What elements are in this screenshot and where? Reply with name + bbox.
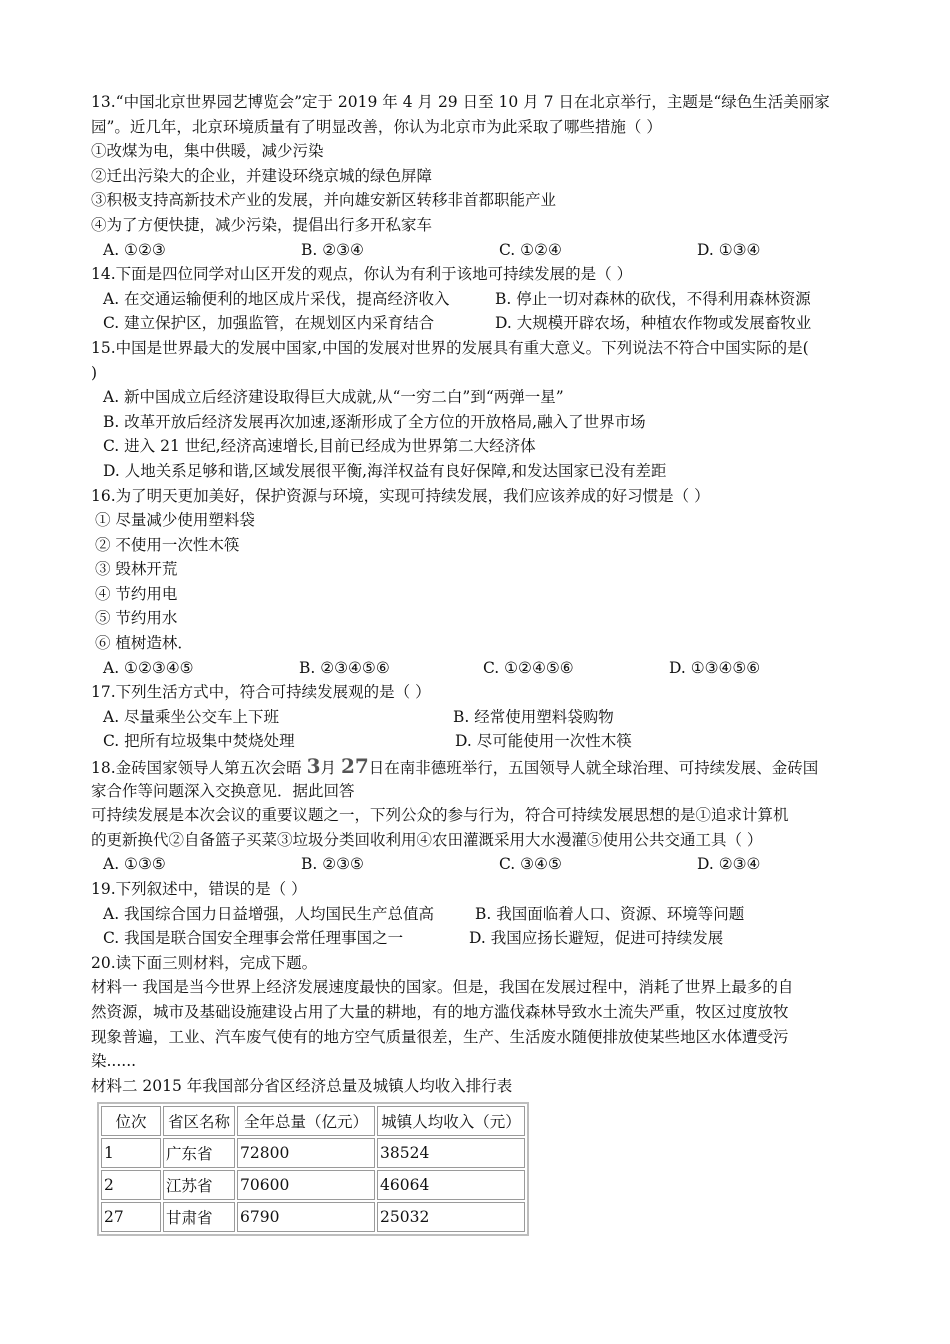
table-row: [101, 1138, 525, 1168]
q18-stem-line4: 的更新换代②自备篮子买菜③垃圾分类回收利用④农田灌溉采用大水漫灌⑤使用公共交通工具（ ）: [91, 830, 763, 849]
q14-option-c: C. 建立保护区，加强监管，在规划区内采育结合: [103, 314, 435, 333]
q16-item-2: ② 不使用一次性木筷: [95, 535, 240, 554]
q16-option-c: C. ①②④⑤⑥: [483, 658, 574, 677]
q13-option-b: B. ②③④: [301, 240, 364, 259]
q18-stem-part-b: 月: [320, 759, 341, 778]
q17-option-a: A. 尽量乘坐公交车上下班: [103, 707, 280, 726]
q18-stem-part-a: 18.金砖国家领导人第五次会晤: [91, 759, 307, 778]
q18-option-d: D. ②③④: [697, 855, 761, 874]
table-cell: 25032: [377, 1202, 525, 1232]
q18-day: 27: [340, 754, 369, 779]
table-cell: 广东省: [163, 1138, 235, 1168]
q16-item-4: ④ 节约用电: [95, 584, 178, 603]
q15-option-c: C. 进入 21 世纪,经济高速增长,目前已经成为世界第二大经济体: [103, 437, 536, 456]
table-header-cell: 全年总量（亿元）: [237, 1106, 375, 1136]
q20-material2-title: 材料二 2015 年我国部分省区经济总量及城镇人均收入排行表: [91, 1076, 513, 1095]
q13-item-3: ③积极支持高新技术产业的发展，并向雄安新区转移非首都职能产业: [91, 191, 557, 210]
q18-option-b: B. ②③⑤: [301, 855, 364, 874]
q16-item-3: ③ 毁林开荒: [95, 560, 178, 579]
q20-material1-line2: 然资源，城市及基础设施建设占用了大量的耕地，有的地方滥伐森林导致水土流失严重，牧区过度放牧: [91, 1002, 789, 1021]
table-cell: 38524: [377, 1138, 525, 1168]
q16-item-6: ⑥ 植树造林．: [95, 634, 193, 653]
q18-option-c: C. ③④⑤: [499, 855, 562, 874]
q17-options-row1: [91, 705, 881, 730]
q17-options-row2: [91, 729, 881, 754]
table-cell: 2: [101, 1170, 161, 1200]
q14-options-row1: [91, 287, 881, 312]
table-cell: 72800: [237, 1138, 375, 1168]
table-cell: 27: [101, 1202, 161, 1232]
q14-option-b: B. 停止一切对森林的砍伐，不得利用森林资源: [495, 289, 811, 308]
q14-option-a: A. 在交通运输便利的地区成片采伐，提高经济收入: [103, 289, 450, 308]
q18-stem-line2: 家合作等问题深入交换意见．据此回答: [91, 781, 355, 800]
q18-options: [91, 852, 881, 877]
table-cell: 江苏省: [163, 1170, 235, 1200]
q13-item-1: ①改煤为电，集中供暖，减少污染: [91, 142, 324, 161]
table-cell: 6790: [237, 1202, 375, 1232]
q19-options-row2: [91, 926, 881, 951]
q18-stem-line3: 可持续发展是本次会议的重要议题之一，下列公众的参与行为，符合可持续发展思想的是①追求计算机: [91, 806, 789, 825]
q17-option-d: D. 尽可能使用一次性木筷: [455, 732, 632, 751]
exam-content: [91, 90, 881, 1236]
q16-option-d: D. ①③④⑤⑥: [669, 658, 761, 677]
q19-options-row1: [91, 902, 881, 927]
q13-option-a: A. ①②③: [103, 240, 166, 259]
q14-option-d: D. 大规模开辟农场，种植农作物或发展畜牧业: [495, 314, 812, 333]
table-header-cell: 位次: [101, 1106, 161, 1136]
q13-option-c: C. ①②④: [499, 240, 562, 259]
q13-stem-line1: 13.“中国北京世界园艺博览会”定于 2019 年 4 月 29 日至 10 月 7 日在北京举行，主题是“绿色生活美丽家: [91, 93, 830, 111]
q17-option-c: C. 把所有垃圾集中焚烧处理: [103, 732, 295, 751]
q19-option-b: B. 我国面临着人口、资源、环境等问题: [475, 904, 745, 923]
q14-stem: 14.下面是四位同学对山区开发的观点，你认为有利于该地可持续发展的是（ ）: [91, 265, 633, 284]
q18-month: 3: [306, 754, 321, 779]
table-row: [101, 1170, 525, 1200]
table-row: [101, 1202, 525, 1232]
q20-material1-line4: 染......: [91, 1052, 137, 1071]
q19-option-d: D. 我国应扬长避短，促进可持续发展: [469, 929, 724, 948]
q18-option-a: A. ①③⑤: [103, 855, 166, 874]
table-cell: 70600: [237, 1170, 375, 1200]
q19-option-a: A. 我国综合国力日益增强，人均国民生产总值高: [103, 904, 435, 923]
q15-option-a: A. 新中国成立后经济建设取得巨大成就,从“一穷二白”到“两弹一星”: [103, 388, 564, 407]
table-cell: 甘肃省: [163, 1202, 235, 1232]
q16-option-b: B. ②③④⑤⑥: [299, 658, 390, 677]
q15-stem-line1: 15.中国是世界最大的发展中国家,中国的发展对世界的发展具有重大意义。下列说法不符合中国实际的是(: [91, 338, 809, 357]
table-header-cell: 省区名称: [163, 1106, 235, 1136]
q18-stem-line1: [91, 754, 881, 779]
q13-item-4: ④为了方便快捷，减少污染，提倡出行多开私家车: [91, 215, 433, 234]
q15-option-d: D. 人地关系足够和谐,区域发展很平衡,海洋权益有良好保障,和发达国家已没有差距: [103, 461, 667, 480]
q17-option-b: B. 经常使用塑料袋购物: [453, 707, 614, 726]
q18-stem-part-c: 日在南非德班举行，五国领导人就全球治理、可持续发展、金砖国: [368, 759, 819, 778]
q16-option-a: A. ①②③④⑤: [103, 658, 194, 677]
table-header-cell: 城镇人均收入（元）: [377, 1106, 525, 1136]
q13-option-d: D. ①③④: [697, 240, 761, 259]
q20-material1-line1: 材料一 我国是当今世界上经济发展速度最快的国家。但是，我国在发展过程中，消耗了世界上最多的自: [91, 978, 794, 997]
q14-options-row2: [91, 311, 881, 336]
q19-stem: 19.下列叙述中，错误的是（ ）: [91, 880, 307, 898]
ranking-table: [97, 1102, 529, 1236]
q13-item-2: ②迁出污染大的企业，并建设环绕京城的绿色屏障: [91, 166, 433, 185]
q16-item-5: ⑤ 节约用水: [95, 609, 178, 628]
q20-stem: 20.读下面三则材料，完成下题。: [91, 953, 318, 972]
q15-option-b: B. 改革开放后经济发展再次加速,逐渐形成了全方位的开放格局,融入了世界市场: [103, 412, 646, 431]
q19-option-c: C. 我国是联合国安全理事会常任理事国之一: [103, 929, 404, 948]
q20-material1-line3: 现象普遍，工业、汽车废气使有的地方空气质量很差，生产、生活废水随便排放使某些地区水体遭受污: [91, 1027, 789, 1046]
q13-options: [91, 238, 881, 263]
q16-options: [91, 656, 881, 681]
q15-stem-line2: ): [91, 363, 98, 382]
table-cell: 1: [101, 1138, 161, 1168]
table-cell: 46064: [377, 1170, 525, 1200]
q16-stem: 16.为了明天更加美好，保护资源与环境，实现可持续发展，我们应该养成的好习惯是（ ）: [91, 486, 710, 505]
q13-stem-line2: 园”。近几年，北京环境质量有了明显改善，你认为北京市为此采取了哪些措施（ ）: [91, 117, 662, 136]
q17-stem: 17.下列生活方式中，符合可持续发展观的是（ ）: [91, 683, 431, 702]
q16-item-1: ① 尽量减少使用塑料袋: [95, 511, 255, 530]
table-header-row: [101, 1106, 525, 1136]
